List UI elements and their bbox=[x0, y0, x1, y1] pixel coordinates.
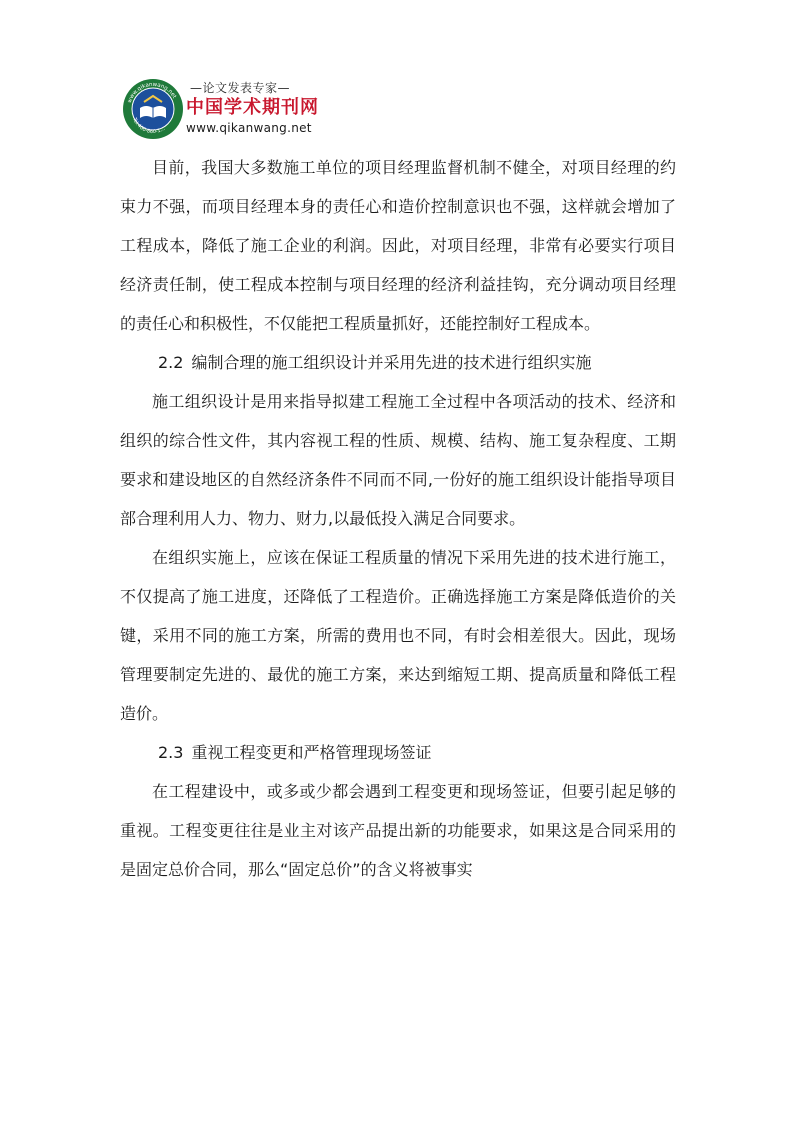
section-heading-2-2 bbox=[120, 343, 676, 382]
document-body bbox=[120, 148, 676, 889]
body-paragraph: 在工程建设中，或多或少都会遇到工程变更和现场签证，但要引起足够的重视。工程变更往往是业主对该产品提出新的功能要求，如果这是合同采用的是固定总价合同，那么“固定总价”的含义将被事实 bbox=[120, 782, 676, 879]
section-title: 编制合理的施工组织设计并采用先进的技术进行组织实施 bbox=[191, 353, 592, 372]
logo-url[interactable]: www.qikanwang.net bbox=[186, 121, 312, 135]
site-logo[interactable] bbox=[122, 78, 322, 140]
seal-logo-icon bbox=[122, 78, 184, 140]
logo-text-block bbox=[186, 80, 336, 136]
body-paragraph: 目前，我国大多数施工单位的项目经理监督机制不健全，对项目经理的约束力不强，而项目经理本身的责任心和造价控制意识也不强，这样就会增加了工程成本，降低了施工企业的利润。因此，对项目经理，非常有必要实行项目经济责任制，使工程成本控制与项目经理的经济利益挂钩，充分调动项目经理的责任心和积极性，不仅能把工程质量抓好，还能控制好工程成本。 bbox=[120, 158, 676, 333]
seal-text-top: www.qikanwang.net bbox=[126, 81, 178, 104]
logo-slogan: —论文发表专家— bbox=[190, 81, 291, 95]
body-paragraph: 在组织实施上，应该在保证工程质量的情况下采用先进的技术进行施工，不仅提高了施工进度，还降低了工程造价。正确选择施工方案是降低造价的关键，采用不同的施工方案，所需的费用也不同，有时会相差很大。因此，现场管理要制定先进的、最优的施工方案，来达到缩短工期、提高质量和降低工程造价。 bbox=[120, 548, 676, 723]
section-heading-2-3 bbox=[120, 733, 676, 772]
section-title: 重视工程变更和严格管理现场签证 bbox=[191, 743, 432, 762]
seal-text-bottom: Tel:400-860-1... bbox=[131, 117, 167, 136]
body-paragraph: 施工组织设计是用来指导拟建工程施工全过程中各项活动的技术、经济和组织的综合性文件，其内容视工程的性质、规模、结构、施工复杂程度、工期要求和建设地区的自然经济条件不同而不同,一份好的施工组织设计能指导项目部合理利用人力、物力、财力,以最低投入满足合同要求。 bbox=[120, 392, 676, 528]
logo-site-name: 中国学术期刊网 bbox=[186, 97, 319, 118]
section-number: 2.3 bbox=[158, 743, 184, 762]
section-number: 2.2 bbox=[158, 353, 184, 372]
